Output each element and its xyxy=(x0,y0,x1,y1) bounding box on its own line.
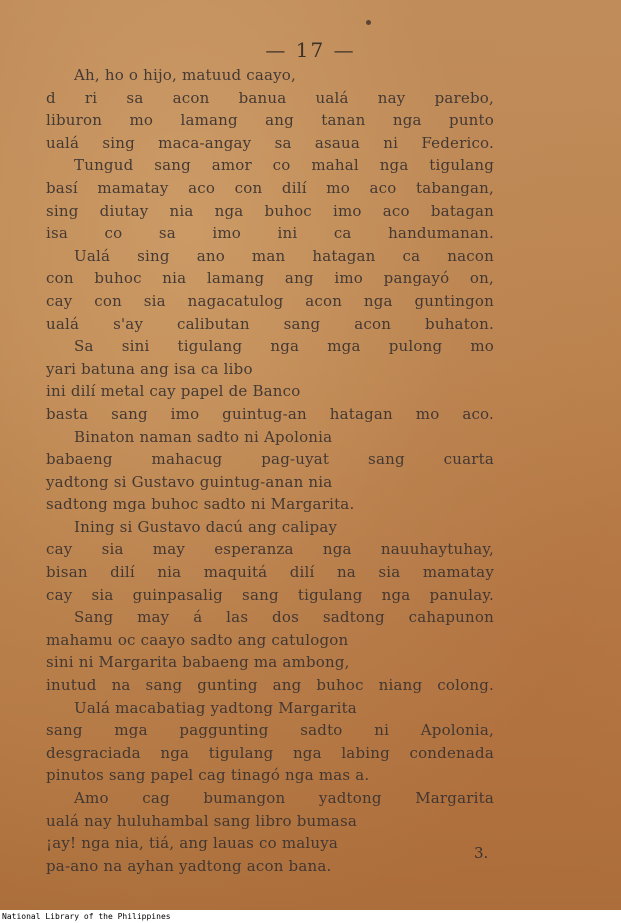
text-line: cay sia guinpasalig sang tigulang nga panulay. xyxy=(46,585,494,604)
text-line: mahamu oc caayo sadto ang catulogon xyxy=(46,630,349,649)
page-number: — 17 — xyxy=(265,38,356,62)
signature-mark: 3. xyxy=(474,844,489,862)
text-line: pa-ano na ayhan yadtong acon bana. xyxy=(46,856,332,875)
text-line: yadtong si Gustavo guintug-anan nia xyxy=(46,472,333,491)
text-line: Sa sini tigulang nga mga pulong mo xyxy=(74,337,494,356)
text-line: sang mga paggunting sadto ni Apolonia, xyxy=(46,721,494,740)
text-line: ualá sing maca-angay sa asaua ni Federico. xyxy=(46,133,494,152)
text-line: desgraciada nga tigulang nga labing condenada xyxy=(46,743,494,762)
text-line: pinutos sang papel cag tinagó nga mas a. xyxy=(46,766,370,785)
text-line: ini dilí metal cay papel de Banco xyxy=(46,382,301,401)
text-line: basta sang imo guintug-an hatagan mo aco. xyxy=(46,404,494,423)
text-line: Ualá sing ano man hatagan ca nacon xyxy=(74,246,494,265)
text-line: isa co sa imo ini ca handumanan. xyxy=(46,224,494,243)
text-line: yari batuna ang isa ca libo xyxy=(46,359,253,378)
text-line: sini ni Margarita babaeng ma ambong, xyxy=(46,653,350,672)
footer-bar xyxy=(0,910,621,923)
text-line: Binaton naman sadto ni Apolonia xyxy=(74,427,333,446)
ink-speck xyxy=(366,20,371,25)
text-line: sing diutay nia nga buhoc imo aco batagan xyxy=(46,201,494,220)
text-line: Amo cag bumangon yadtong Margarita xyxy=(74,789,494,807)
text-line: Tungud sang amor co mahal nga tigulang xyxy=(74,156,494,175)
text-line: ualá nay huluhambal sang libro bumasa xyxy=(46,811,357,830)
text-line: con buhoc nia lamang ang imo pangayó on, xyxy=(46,269,494,288)
text-line: bisan dilí nia maquitá dilí na sia mamatay xyxy=(46,563,494,582)
text-line: Ualá macabatiag yadtong Margarita xyxy=(74,698,357,717)
text-line: Ining si Gustavo dacú ang calipay xyxy=(74,517,338,536)
poem-text xyxy=(46,64,494,877)
footer-credit: National Library of the Philippines xyxy=(2,912,171,921)
text-line: sadtong mga buhoc sadto ni Margarita. xyxy=(46,495,355,514)
text-line: ualá s'ay calibutan sang acon buhaton. xyxy=(46,314,494,333)
text-line: Sang may á las dos sadtong cahapunon xyxy=(74,608,494,627)
text-line: liburon mo lamang ang tanan nga punto xyxy=(46,111,494,130)
text-line: ¡ay! nga nia, tiá, ang lauas co maluya xyxy=(46,834,339,853)
text-line: inutud na sang gunting ang buhoc niang colong. xyxy=(46,676,494,695)
text-line: cay con sia nagacatulog acon nga guntingon xyxy=(46,291,494,310)
text-line: Ah, ho o hijo, matuud caayo, xyxy=(74,66,297,84)
text-line: cay sia may esperanza nga nauuhaytuhay, xyxy=(46,540,494,559)
text-line: babaeng mahacug pag-uyat sang cuarta xyxy=(46,450,494,469)
text-line: d ri sa acon banua ualá nay parebo, xyxy=(46,88,494,107)
text-line: basí mamatay aco con dilí mo aco tabangan, xyxy=(46,178,494,197)
